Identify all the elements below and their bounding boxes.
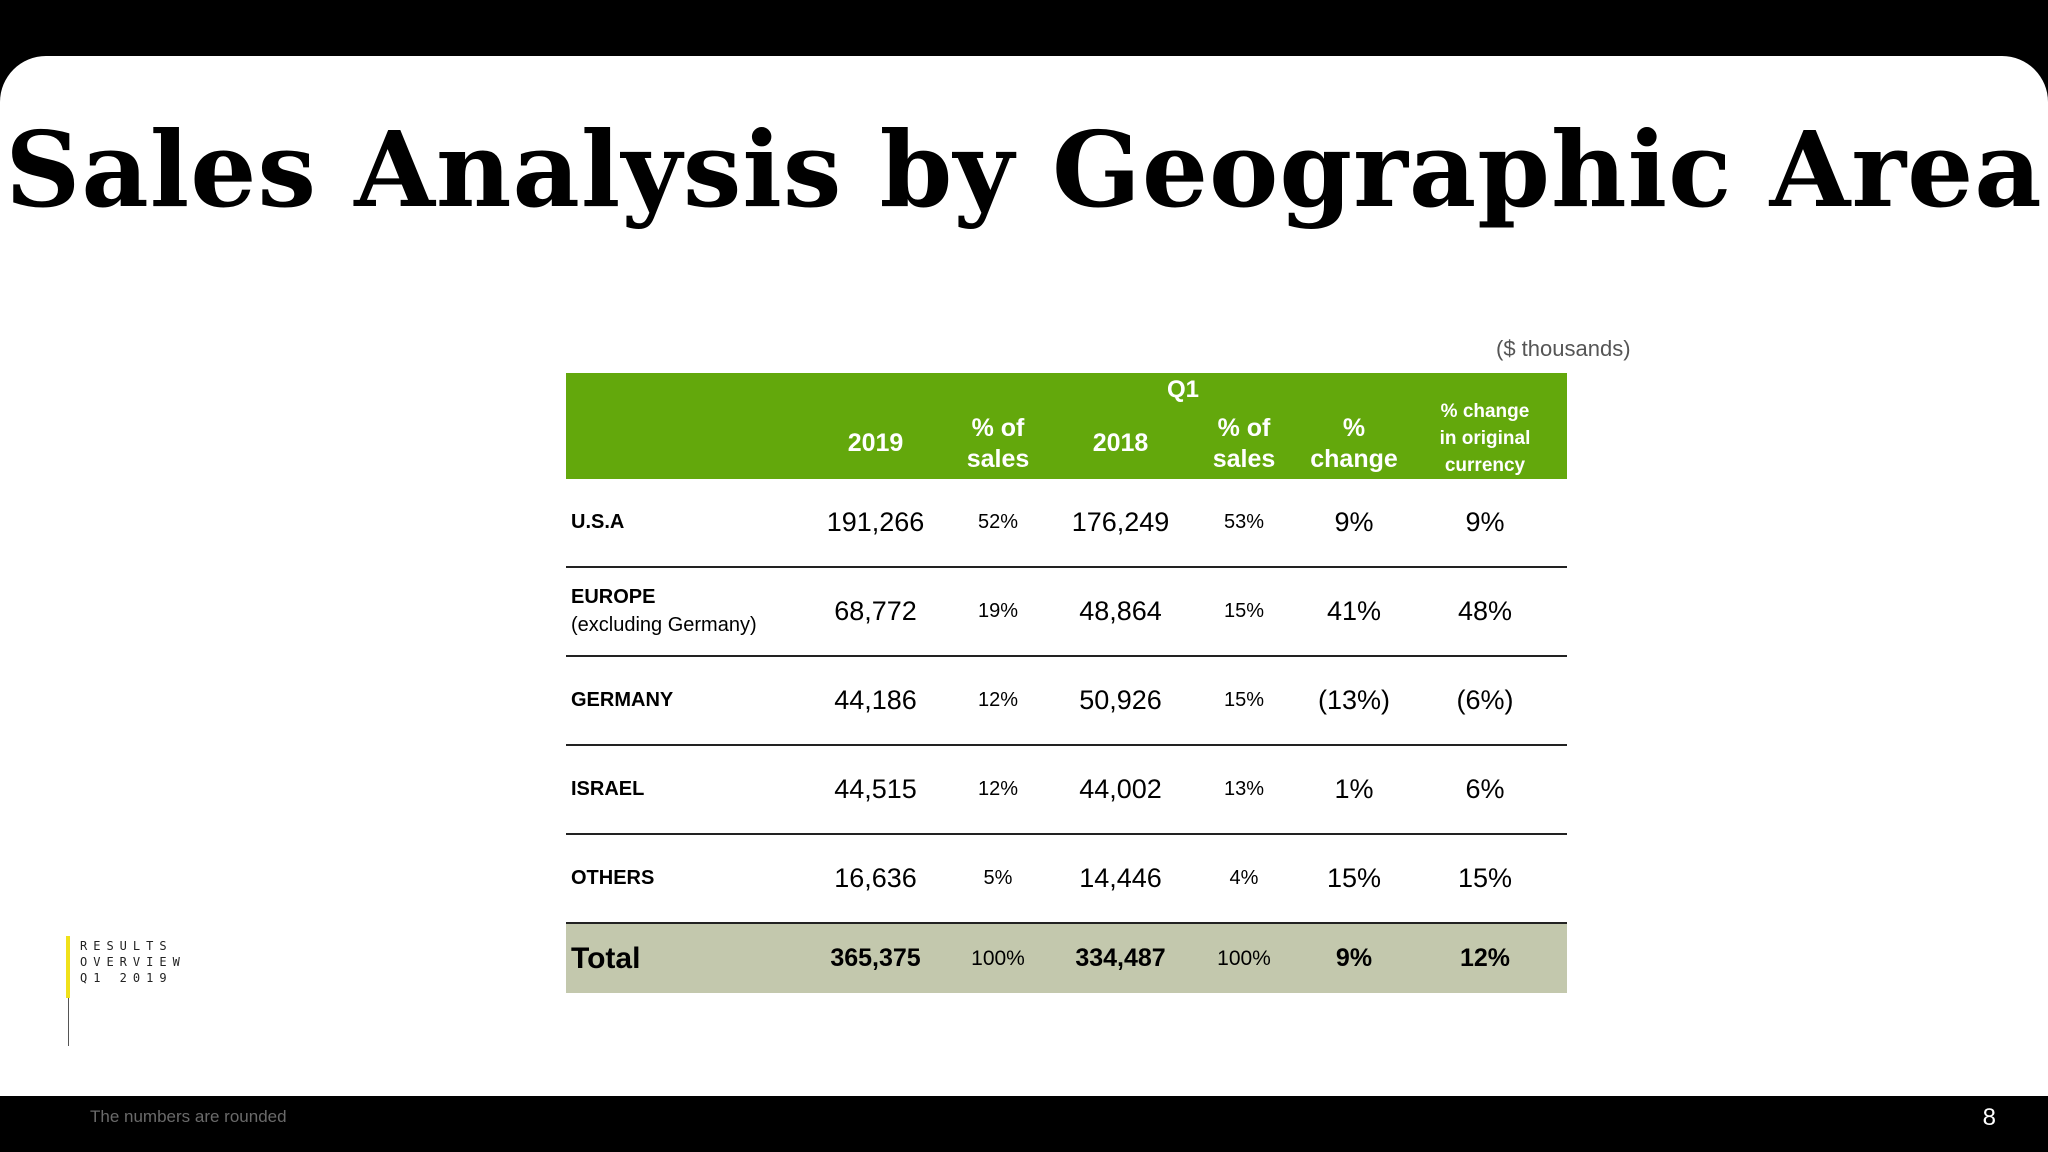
header-2018: 2018	[1058, 373, 1183, 479]
cell-value-2019: 191,266	[813, 479, 938, 567]
total-pct-2018: 100%	[1183, 923, 1305, 993]
cell-value-2019: 44,515	[813, 745, 938, 834]
region-subtitle: (excluding Germany)	[571, 614, 757, 636]
total-pct-2019: 100%	[938, 923, 1058, 993]
cell-value-2018: 14,446	[1058, 834, 1183, 923]
cell-pct-2019: 12%	[938, 745, 1058, 834]
section-label-line1: RESULTS	[80, 939, 173, 953]
header-pct-change-original: % change in original currency	[1403, 373, 1567, 479]
cell-pct-2019: 12%	[938, 656, 1058, 745]
total-row	[566, 923, 1567, 993]
table-header-row	[566, 373, 1567, 479]
sidebar-accent-bar	[66, 936, 70, 998]
region-name: EUROPE	[571, 586, 656, 608]
total-value-2019: 365,375	[813, 923, 938, 993]
region-name: GERMANY	[571, 689, 674, 711]
table-row	[566, 834, 1567, 923]
cell-pct-2018: 53%	[1183, 479, 1305, 567]
section-label	[80, 938, 186, 986]
cell-value-2018: 176,249	[1058, 479, 1183, 567]
cell-pct-2019: 5%	[938, 834, 1058, 923]
cell-pct-2018: 15%	[1183, 656, 1305, 745]
cell-value-2018: 50,926	[1058, 656, 1183, 745]
cell-change: (13%)	[1305, 656, 1403, 745]
cell-change: 1%	[1305, 745, 1403, 834]
cell-value-2018: 48,864	[1058, 567, 1183, 656]
slide	[0, 56, 2048, 1096]
section-label-line2: OVERVIEW	[80, 955, 186, 969]
cell-change-original: 9%	[1403, 479, 1567, 567]
region-name: ISRAEL	[571, 778, 645, 800]
table-row	[566, 745, 1567, 834]
total-change-original: 12%	[1403, 923, 1567, 993]
cell-change: 41%	[1305, 567, 1403, 656]
page-title: Sales Analysis by Geographic Area	[5, 108, 2043, 231]
cell-change-original: 48%	[1403, 567, 1567, 656]
cell-change: 15%	[1305, 834, 1403, 923]
sales-table	[566, 373, 1567, 993]
cell-change: 9%	[1305, 479, 1403, 567]
units-label: ($ thousands)	[1496, 336, 1631, 361]
header-2019: 2019	[813, 373, 938, 479]
footnote: The numbers are rounded	[90, 1107, 287, 1126]
header-region	[566, 373, 813, 479]
header-pct-sales-2019: % of sales	[938, 373, 1058, 479]
header-pct-change: % change	[1305, 373, 1403, 479]
sidebar-divider	[68, 998, 69, 1046]
cell-change-original: (6%)	[1403, 656, 1567, 745]
cell-pct-2019: 19%	[938, 567, 1058, 656]
cell-value-2019: 16,636	[813, 834, 938, 923]
total-change: 9%	[1305, 923, 1403, 993]
cell-pct-2018: 13%	[1183, 745, 1305, 834]
cell-value-2018: 44,002	[1058, 745, 1183, 834]
cell-value-2019: 68,772	[813, 567, 938, 656]
cell-pct-2019: 52%	[938, 479, 1058, 567]
section-label-line3: Q1 2019	[80, 971, 173, 985]
cell-change-original: 6%	[1403, 745, 1567, 834]
region-name: OTHERS	[571, 867, 655, 889]
cell-pct-2018: 4%	[1183, 834, 1305, 923]
header-pct-sales-2018: % of sales	[1183, 373, 1305, 479]
table-row	[566, 479, 1567, 567]
table-row	[566, 656, 1567, 745]
total-value-2018: 334,487	[1058, 923, 1183, 993]
cell-pct-2018: 15%	[1183, 567, 1305, 656]
period-label: Q1	[1166, 376, 1199, 403]
table-row	[566, 567, 1567, 656]
page-number: 8	[1982, 1104, 1996, 1131]
region-name: U.S.A	[571, 511, 625, 533]
cell-value-2019: 44,186	[813, 656, 938, 745]
total-label: Total	[566, 923, 813, 993]
cell-change-original: 15%	[1403, 834, 1567, 923]
